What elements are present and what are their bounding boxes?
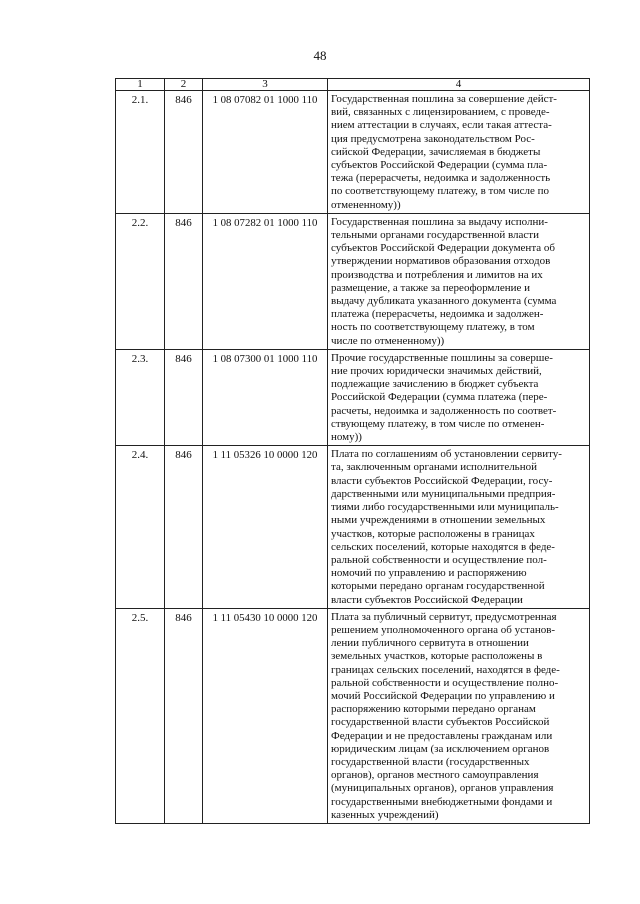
description-line: нием аттестации в случаях, если такая аттеста- [331,119,552,132]
description-line: государственной власти (государственных [331,755,530,768]
description-line: Государственная пошлина за совершение дейст- [331,93,557,105]
description-line: расчеты, недоимка и задолженность по соответ- [331,404,557,417]
description-line: числе по отмененному)) [331,334,445,347]
description-line: сельских поселений, которые находятся в феде- [331,540,555,553]
description-line: Российской Федерации (сумма платежа (пере- [331,391,548,404]
description-line: власти субъектов Российской Федерации, госу- [331,474,553,487]
description-line: Государственная пошлина за выдачу исполни- [331,215,548,228]
revenue-description-cell [328,349,590,445]
table-row [116,446,590,608]
description-line: ность по соответствующему платежу, в том [331,321,535,334]
description-line: Плата по соглашениям об установлении сервиту- [331,448,562,461]
description-line: мочий Российской Федерации по управлению и [331,689,555,702]
description-line: утверждении нормативов образования отходов [331,255,551,268]
description-line: Плата за публичный сервитут, предусмотренная [331,610,557,623]
description-line: ральной собственности и осуществление пол- [331,553,547,566]
table-row [116,608,590,823]
column-header-4: 4 [328,79,590,91]
row-number-cell: 2.1. [116,91,165,214]
description-line: субъектов Российской Федерации (сумма пла- [331,159,548,172]
description-line: органов), органов местного самоуправления [331,769,539,782]
budget-code-cell: 1 08 07300 01 1000 110 [203,349,328,445]
description-line: границах сельских поселений, находятся в феде- [331,663,560,676]
description-line: та, заключенным органами исполнительной [331,461,537,474]
column-header-3: 3 [203,79,328,91]
administrator-code-cell: 846 [165,446,203,608]
budget-code-cell: 1 11 05430 10 0000 120 [203,608,328,823]
description-line: земельных участков, которые расположены в [331,650,543,663]
description-line: ральной собственности и осуществление полно- [331,676,559,689]
description-line: отмененному)) [331,198,401,211]
description-line: тельными органами государственной власти [331,229,539,242]
row-number-cell: 2.5. [116,608,165,823]
revenue-description-cell [328,91,590,214]
revenue-description-cell [328,213,590,349]
description-line: тиями либо государственными или муниципаль- [331,501,559,514]
column-header-2: 2 [165,79,203,91]
description-line: дарственными или муниципальными предприя- [331,487,556,500]
table-row [116,349,590,445]
description-line: по соответствующему платежу, в том числе по [331,185,550,198]
description-line: ному)) [331,431,362,444]
description-line: ние прочих юридически значимых действий, [331,365,542,378]
row-number-cell: 2.3. [116,349,165,445]
revenue-description-cell [328,608,590,823]
administrator-code-cell: 846 [165,91,203,214]
administrator-code-cell: 846 [165,349,203,445]
description-line: Прочие государственные пошлины за соверше- [331,351,553,364]
description-line: ствующему платежу, в том числе по отменен- [331,417,545,430]
description-line: производства и потребления и лимитов на их [331,268,543,281]
description-line: (муниципальных органов), органов управления [331,782,554,795]
description-line: ными учреждениями в отношении земельных [331,514,546,527]
description-line: платежа (перерасчеты, недоимка и задолжен- [331,308,544,321]
description-line: вий, связанных с лицензированием, с проведе- [331,106,550,119]
page-number: 48 [313,48,327,63]
description-line: подлежащие зачислению в бюджет субъекта [331,378,539,391]
description-line: которыми передано органам государственной [331,580,545,593]
column-header-1: 1 [116,79,165,91]
description-line: тежа (перерасчеты, недоимка и задолженность [331,172,551,185]
table-row [116,213,590,349]
budget-code-cell: 1 11 05326 10 0000 120 [203,446,328,608]
description-line: решением уполномоченного органа об установ- [331,623,556,636]
description-line: ция предусмотрена законодательством Рос- [331,132,535,145]
description-line: Федерации и не предоставлены гражданам или [331,729,553,742]
description-line: казенных учреждений) [331,808,439,821]
description-line: выдачу дубликата указанного документа (сумма [331,295,557,308]
budget-code-cell: 1 08 07082 01 1000 110 [203,91,328,214]
row-number-cell: 2.2. [116,213,165,349]
description-line: государственной власти субъектов Российской [331,716,550,729]
row-number-cell: 2.4. [116,446,165,608]
description-line: номочий по управлению и распоряжению [331,567,527,580]
description-line: участков, которые расположены в границах [331,527,535,540]
revenue-description-cell [328,446,590,608]
description-line: государственными внебюджетными фондами и [331,795,553,808]
description-line: размещение, а также за переоформление и [331,281,531,294]
description-line: сийской Федерации, зачисляемая в бюджеты [331,145,541,158]
budget-code-cell: 1 08 07282 01 1000 110 [203,213,328,349]
table-row [116,91,590,214]
description-line: власти субъектов Российской Федерации [331,593,523,606]
budget-classification-table [115,78,590,824]
header-row [116,79,590,91]
administrator-code-cell: 846 [165,213,203,349]
description-line: субъектов Российской Федерации документа об [331,242,555,255]
description-line: распоряжению которыми передано органам [331,703,536,716]
administrator-code-cell: 846 [165,608,203,823]
description-line: лении публичного сервитута в отношении [331,637,529,650]
description-line: юридическим лицам (за исключением органов [331,742,550,755]
table-body [116,91,590,824]
